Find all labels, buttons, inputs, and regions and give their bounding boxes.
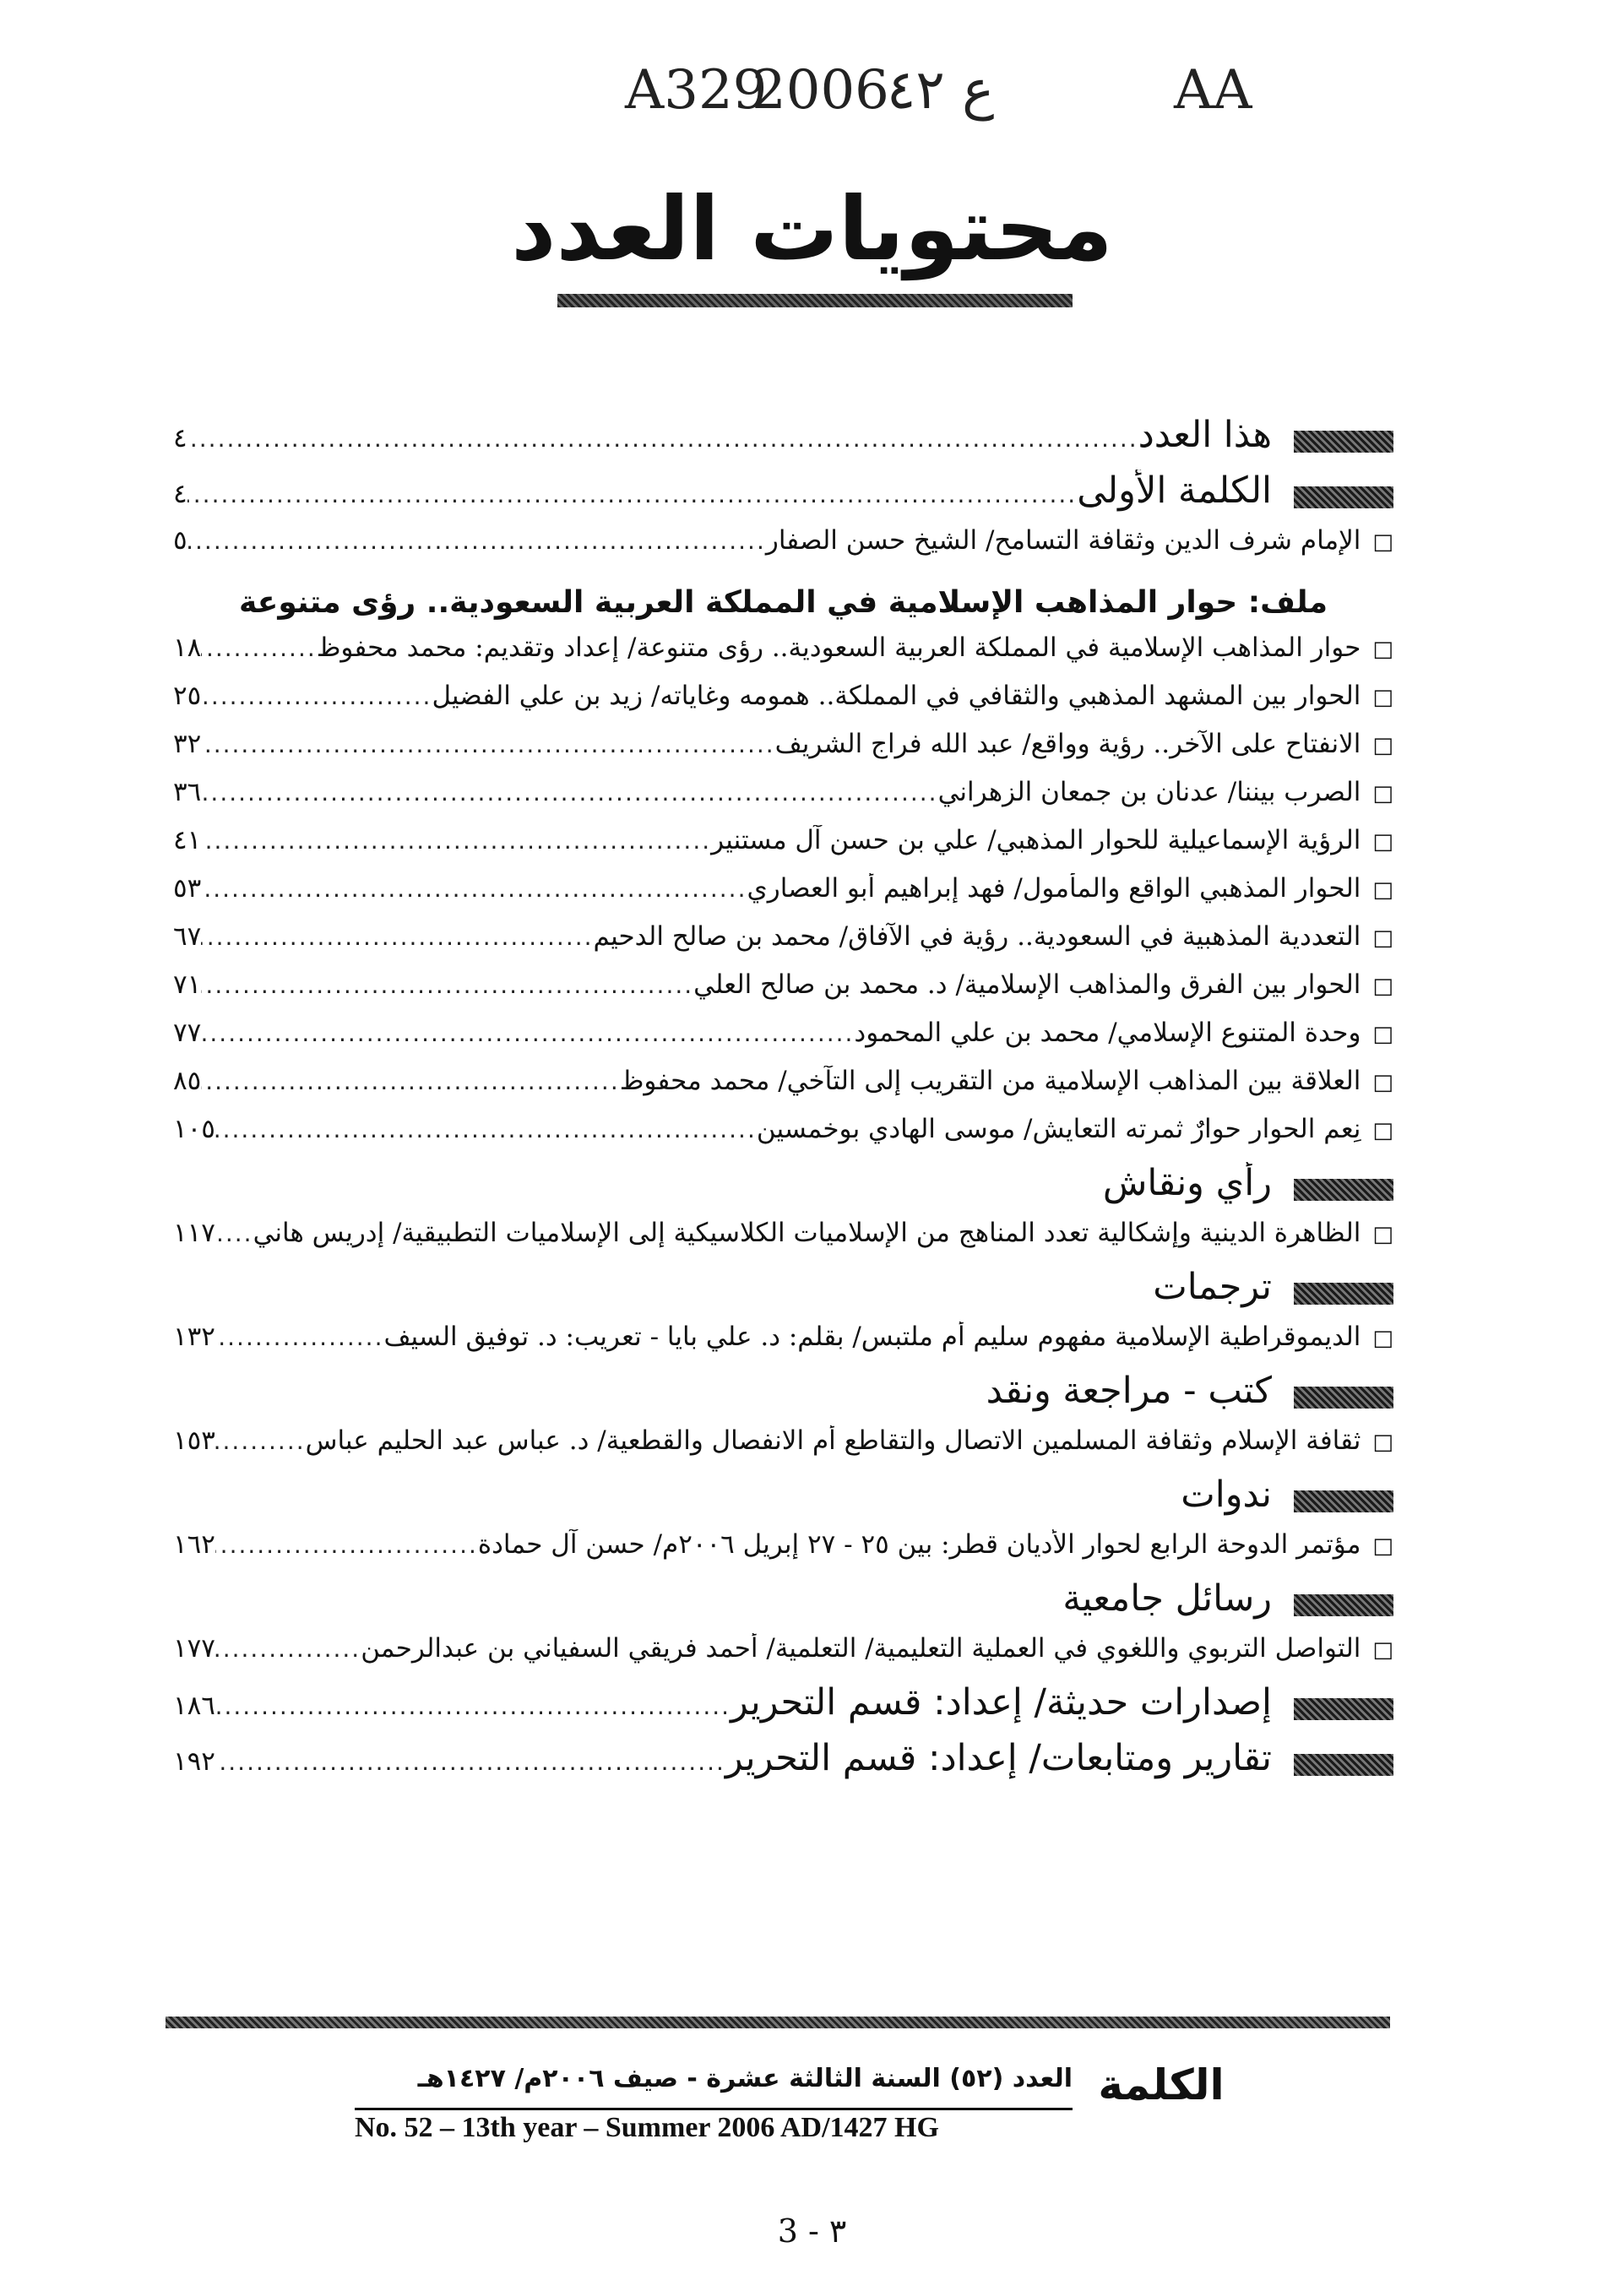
hatched-bar-icon	[1294, 1754, 1393, 1776]
toc-page-number: ١٩٢	[173, 1746, 215, 1777]
toc-page-number: ١١٧	[173, 1218, 215, 1248]
toc-entry-title: الحوار المذهبي الواقع والمأمول/ فهد إبراهيم أبو العصاري	[747, 873, 1361, 904]
toc-entry-title: وحدة المتنوع الإسلامي/ محمد بن علي المحمود	[854, 1018, 1361, 1048]
toc-page-number: ٥٣	[173, 873, 202, 904]
dot-leader	[187, 527, 766, 555]
toc-page-number: ١٨٦	[173, 1691, 215, 1721]
toc-entry-title: التعددية المذهبية في السعودية.. رؤية في الآفاق/ محمد بن صالح الدحيم	[593, 921, 1361, 952]
magazine-logo: الكلمة	[1098, 2060, 1225, 2109]
toc-section-heading	[173, 1737, 1393, 1793]
toc-entry-title: الديموقراطية الإسلامية مفهوم سليم أم ملتبس/ بقلم: د. علي بايا - تعريب: د. توفيق السيف	[383, 1322, 1361, 1352]
dot-leader	[201, 682, 432, 710]
handwritten-note: ع ٤٢	[887, 59, 995, 122]
toc-entry	[173, 825, 1393, 873]
square-outline-icon: □	[1372, 1534, 1393, 1559]
issue-info-english: No. 52 – 13th year – Summer 2006 AD/1427 HG	[355, 2108, 1073, 2144]
square-outline-icon: □	[1372, 1222, 1393, 1247]
dot-leader	[201, 875, 747, 903]
handwritten-note: 2006	[752, 59, 889, 122]
dot-leader	[201, 827, 711, 855]
handwritten-note: AA	[1174, 59, 1252, 122]
toc-entry	[173, 1018, 1393, 1066]
toc-page-number: ٤	[173, 423, 187, 453]
toc-entry-title: الانفتاح على الآخر.. رؤية وواقع/ عبد الله فراج الشريف	[774, 729, 1361, 759]
toc-entry-title: رسائل جامعية	[1062, 1577, 1272, 1620]
toc-page-number: ١٥٣	[173, 1425, 215, 1456]
hatched-bar-icon	[1294, 1594, 1393, 1616]
square-outline-icon: □	[1372, 781, 1393, 806]
dot-leader	[201, 971, 693, 999]
footer-divider	[166, 2017, 1390, 2028]
square-outline-icon: □	[1372, 685, 1393, 710]
toc-page-number: ٥	[173, 525, 187, 556]
hatched-bar-icon	[1294, 431, 1393, 453]
dot-leader	[201, 923, 593, 951]
dot-leader	[201, 1019, 854, 1047]
title-underline-divider	[557, 294, 1073, 307]
toc-entry-title: هذا العدد	[1138, 414, 1272, 456]
toc-section-heading	[173, 1162, 1393, 1218]
toc-entry	[173, 525, 1393, 573]
toc-section-heading	[173, 470, 1393, 525]
dot-leader	[215, 1427, 306, 1455]
toc-entry	[173, 969, 1393, 1018]
toc-page-number: ٢٥	[173, 681, 202, 711]
toc-entry	[173, 873, 1393, 921]
dot-leader	[215, 1635, 361, 1663]
dot-leader	[201, 634, 316, 662]
toc-entry-title: العلاقة بين المذاهب الإسلامية من التقريب إلى التآخي/ محمد محفوظ	[619, 1066, 1361, 1096]
dot-leader	[187, 425, 1138, 453]
hatched-bar-icon	[1294, 1698, 1393, 1720]
toc-entry-title: ترجمات	[1153, 1266, 1272, 1308]
toc-section-heading	[173, 1370, 1393, 1425]
toc-entry-title: إصدارات حديثة/ إعداد: قسم التحرير	[731, 1681, 1272, 1724]
hatched-bar-icon	[1294, 1283, 1393, 1305]
toc-entry	[173, 1322, 1393, 1370]
toc-page-number: ٤١	[173, 825, 202, 855]
handwritten-annotations	[0, 59, 1624, 152]
toc-page-number: ٦٧	[173, 921, 202, 952]
dot-leader	[215, 1692, 731, 1720]
toc-entry	[173, 921, 1393, 969]
square-outline-icon: □	[1372, 637, 1393, 662]
toc-entry-title: كتب - مراجعة ونقد	[986, 1370, 1272, 1412]
toc-section-heading	[173, 1266, 1393, 1322]
square-outline-icon: □	[1372, 926, 1393, 951]
toc-entry-title: نِعم الحوار حوارٌ ثمرته التعايش/ موسى الهادي بوخمسين	[756, 1114, 1361, 1144]
toc-entry	[173, 681, 1393, 729]
toc-page-number: ١٧٧	[173, 1633, 215, 1664]
square-outline-icon: □	[1372, 1637, 1393, 1663]
toc-page-number: ١٦٢	[173, 1529, 215, 1560]
toc-page-number: ٣٢	[173, 729, 202, 759]
toc-entry-title: الظاهرة الدينية وإشكالية تعدد المناهج من الإسلاميات الكلاسيكية إلى الإسلاميات التطبيقية/ إدريس هاني	[253, 1218, 1361, 1248]
hatched-bar-icon	[1294, 1179, 1393, 1201]
page-number: 3 - ٣	[777, 2212, 847, 2250]
toc-entry	[173, 1425, 1393, 1474]
dot-leader	[215, 1116, 757, 1143]
handwritten-note: A329	[625, 59, 768, 122]
square-outline-icon: □	[1372, 733, 1393, 758]
toc-page-number: ٣٦	[173, 777, 202, 807]
toc-entry-title: حوار المذاهب الإسلامية في المملكة العربية السعودية.. رؤى متنوعة/ إعداد وتقديم: محمد محفوظ	[316, 632, 1361, 663]
dot-leader	[215, 1323, 384, 1351]
toc-page-number: ١٨	[173, 632, 202, 663]
toc-entry-title: الرؤية الإسماعيلية للحوار المذهبي/ علي بن حسن آل مستنير	[711, 825, 1361, 855]
dot-leader	[201, 730, 774, 758]
toc-entry-title: الحوار بين الفرق والمذاهب الإسلامية/ د. محمد بن صالح العلي	[693, 969, 1361, 1000]
square-outline-icon: □	[1372, 1430, 1393, 1455]
toc-entry	[173, 1114, 1393, 1162]
hatched-bar-icon	[1294, 486, 1393, 508]
toc-entry	[173, 729, 1393, 777]
toc-entry-title: تقارير ومتابعات/ إعداد: قسم التحرير	[725, 1737, 1272, 1779]
toc-page-number: ١٣٢	[173, 1322, 215, 1352]
toc-entry	[173, 1633, 1393, 1681]
toc-entry-title: الصرب بيننا/ عدنان بن جمعان الزهراني	[937, 777, 1361, 807]
toc-page-number: ٧٧	[173, 1018, 202, 1048]
toc-entry-title: الإمام شرف الدين وثقافة التسامح/ الشيخ حسن الصفار	[765, 525, 1361, 556]
dot-leader	[215, 1531, 478, 1559]
square-outline-icon: □	[1372, 1326, 1393, 1351]
dot-leader	[215, 1748, 725, 1776]
square-outline-icon: □	[1372, 1118, 1393, 1143]
toc-page-number: ٧١	[173, 969, 202, 1000]
square-outline-icon: □	[1372, 974, 1393, 999]
toc-section-heading	[173, 1681, 1393, 1737]
toc-entry	[173, 1066, 1393, 1114]
toc-entry-title: ثقافة الإسلام وثقافة المسلمين الاتصال والتقاطع أم الانفصال والقطعية/ د. عباس عبد الحليم عباس	[305, 1425, 1361, 1456]
toc-section-heading	[173, 414, 1393, 470]
toc-entry-title: الكلمة الأولى	[1077, 470, 1272, 512]
toc-section-heading	[173, 1474, 1393, 1529]
hatched-bar-icon	[1294, 1490, 1393, 1512]
toc-page-number: ٤	[173, 479, 187, 509]
file-heading: ملف: حوار المذاهب الإسلامية في المملكة العربية السعودية.. رؤى متنوعة	[238, 585, 1328, 620]
square-outline-icon: □	[1372, 829, 1393, 855]
toc-entry	[173, 1529, 1393, 1577]
dot-leader	[201, 1067, 619, 1095]
square-outline-icon: □	[1372, 529, 1393, 555]
toc-entry	[173, 777, 1393, 825]
table-of-contents	[173, 414, 1393, 1793]
toc-entry	[173, 1218, 1393, 1266]
square-outline-icon: □	[1372, 1070, 1393, 1095]
toc-section-heading	[173, 1577, 1393, 1633]
toc-entry-title: رأي ونقاش	[1102, 1162, 1272, 1204]
dot-leader	[215, 1219, 253, 1247]
toc-entry-title: ندوات	[1181, 1474, 1272, 1516]
issue-info-arabic: العدد (٥٢) السنة الثالثة عشرة - صيف ٢٠٠٦م/ ١٤٢٧هـ	[417, 2064, 1073, 2093]
toc-entry	[173, 632, 1393, 681]
square-outline-icon: □	[1372, 1022, 1393, 1047]
page-title: محتويات العدد	[511, 177, 1113, 280]
square-outline-icon: □	[1372, 877, 1393, 903]
dot-leader	[201, 779, 937, 806]
dot-leader	[187, 480, 1078, 508]
hatched-bar-icon	[1294, 1387, 1393, 1409]
toc-page-number: ١٠٥	[173, 1114, 215, 1144]
toc-page-number: ٨٥	[173, 1066, 202, 1096]
toc-entry-title: مؤتمر الدوحة الرابع لحوار الأديان قطر: بين ٢٥ - ٢٧ إبريل ٢٠٠٦م/ حسن آل حمادة	[477, 1529, 1361, 1560]
toc-entry-title: التواصل التربوي واللغوي في العملية التعليمية/ التعلمية/ أحمد فريقي السفياني بن عبدالرحمن	[361, 1633, 1361, 1664]
toc-entry-title: الحوار بين المشهد المذهبي والثقافي في المملكة.. همومه وغاياته/ زيد بن علي الفضيل	[432, 681, 1361, 711]
